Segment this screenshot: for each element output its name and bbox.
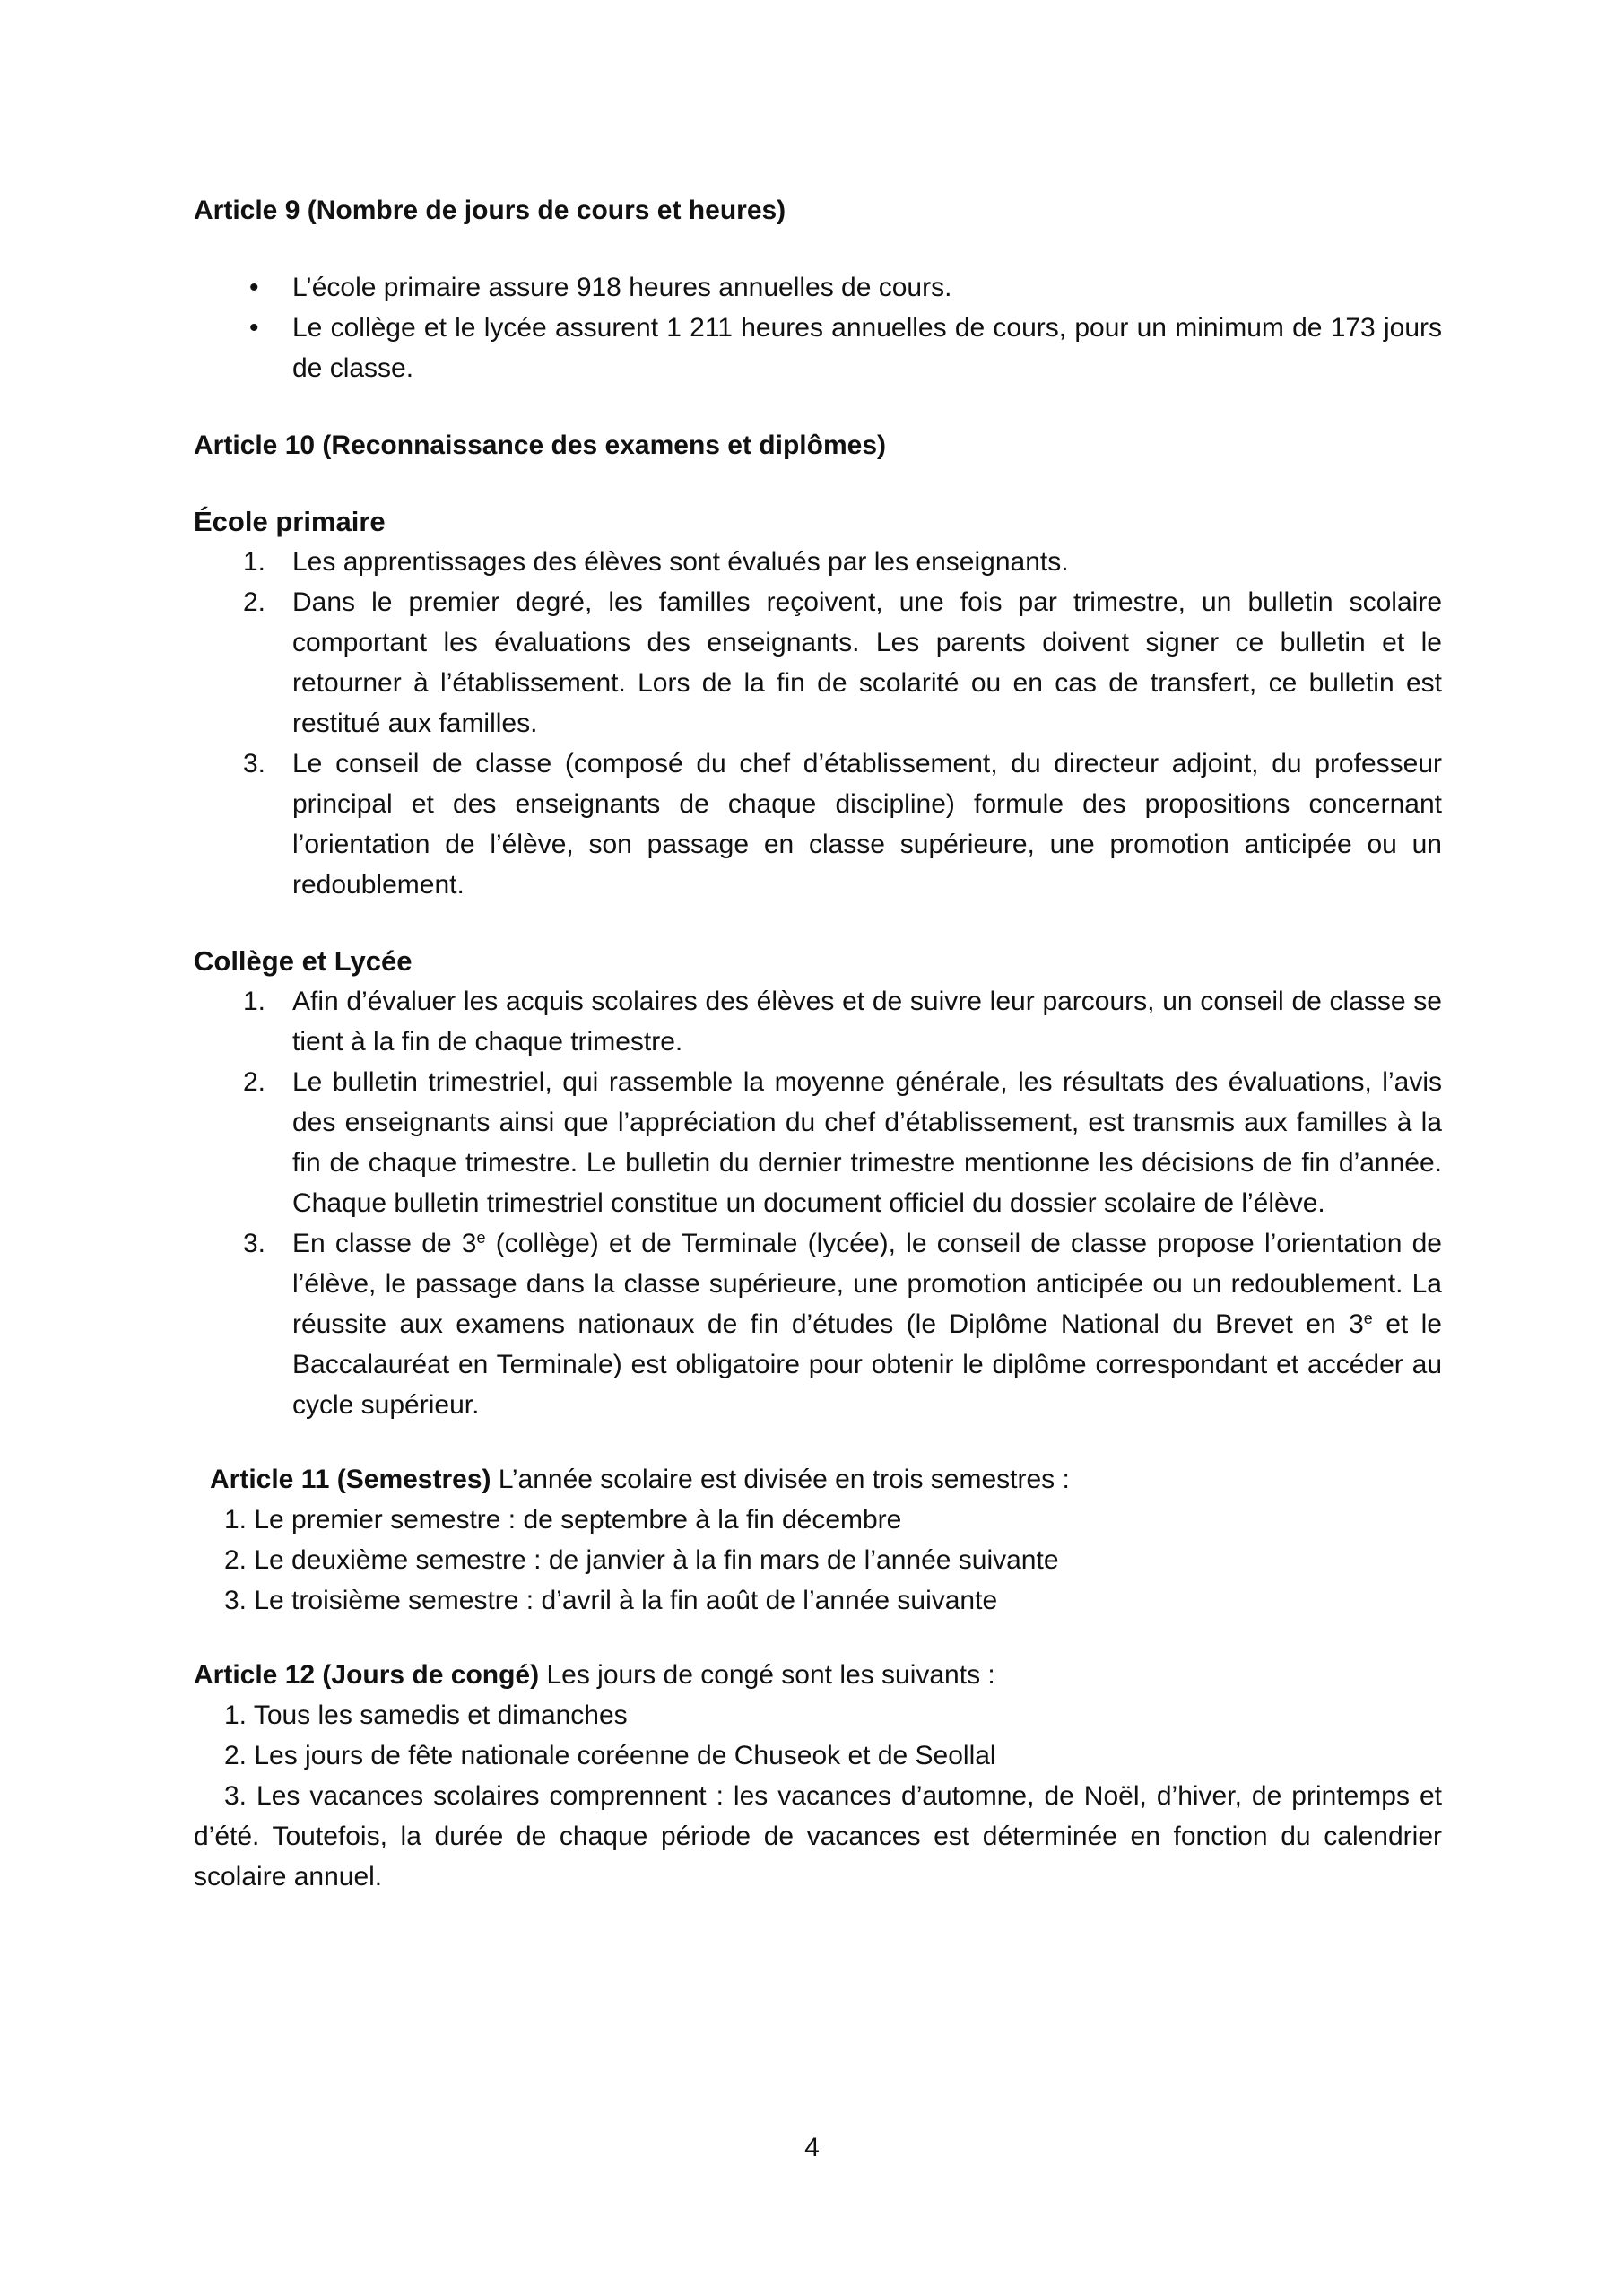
article-12-intro-line: [194, 1655, 1442, 1695]
text-segment: (collège) et de Terminale (lycée), le conseil de classe propose l’orientation de l’élève, le passage dans la classe supérieure, une promotion anticipée ou un redoublement. La réussite aux examens nationaux de fin d’études (le Diplôme National du Brevet en 3: [292, 1229, 1442, 1339]
article-9-heading: Article 9 (Nombre de jours de cours et heures): [194, 196, 786, 225]
list-number: 2.: [243, 587, 266, 617]
article-12-list: [194, 1695, 1442, 1776]
list-item-text: L’école primaire assure 918 heures annuelles de cours.: [292, 273, 952, 302]
list-item: [194, 308, 1442, 388]
list-item: 1. Le premier semestre : de septembre à la fin décembre: [224, 1505, 902, 1535]
list-number: 1.: [243, 987, 266, 1016]
list-number: 2.: [243, 1067, 266, 1097]
list-item-text: Le collège et le lycée assurent 1 211 heures annuelles de cours, pour un minimum de 173 jours de classe.: [292, 313, 1442, 383]
list-number: 1.: [243, 547, 266, 577]
article-12-heading: Article 12 (Jours de congé): [194, 1660, 540, 1690]
list-item: [194, 1223, 1442, 1425]
text-segment: En classe de 3: [292, 1229, 477, 1258]
text-segment: et le Baccalauréat en Terminale) est obligatoire pour obtenir le diplôme correspondant et accéder au cycle supérieur.: [292, 1309, 1442, 1420]
secondary-school-list: [194, 981, 1442, 1425]
list-item: 2. Le deuxième semestre : de janvier à la fin mars de l’année suivante: [224, 1545, 1059, 1575]
article-11-intro: L’année scolaire est divisée en trois semestres :: [491, 1465, 1070, 1494]
article-11-intro-line: [210, 1459, 1442, 1500]
primary-school-list: [194, 542, 1442, 905]
list-number: 3.: [243, 1229, 266, 1258]
article-10-heading: Article 10 (Reconnaissance des examens et diplômes): [194, 430, 886, 460]
list-item-text: Le conseil de classe (composé du chef d’établissement, du directeur adjoint, du professeur principal et des enseignants de chaque discipline) formule des propositions concernant l’orientation de l’élève, son passage en classe supérieure, une promotion anticipée ou un redoublement.: [292, 749, 1442, 900]
list-item: [194, 582, 1442, 744]
article-12-intro: Les jours de congé sont les suivants :: [539, 1660, 995, 1690]
primary-school-heading: École primaire: [194, 506, 386, 537]
superscript: e: [476, 1229, 486, 1247]
list-item-text: Les apprentissages des élèves sont évalués par les enseignants.: [292, 547, 1069, 577]
list-item: 3. Les vacances scolaires comprennent : les vacances d’automne, de Noël, d’hiver, de printemps et d’été. Toutefois, la durée de chaque période de vacances est déterminée en fonction du calendrier scolaire annuel.: [194, 1781, 1442, 1892]
bullet-icon: •: [249, 313, 259, 343]
list-item-text: [292, 1229, 1442, 1420]
list-item: [194, 1062, 1442, 1223]
article-9: [194, 190, 1442, 388]
article-11-heading: Article 11 (Semestres): [210, 1465, 491, 1494]
page-content: [194, 190, 1442, 1897]
list-item: [194, 542, 1442, 582]
list-item-text: Dans le premier degré, les familles reçoivent, une fois par trimestre, un bulletin scolaire comportant les évaluations des enseignants. Les parents doivent signer ce bulletin et le retourner à l’établissement. Lors de la fin de scolarité ou en cas de transfert, ce bulletin est restitué aux familles.: [292, 587, 1442, 738]
bullet-icon: •: [249, 273, 259, 302]
article-10: [194, 425, 1442, 1425]
list-item: [194, 267, 1442, 308]
list-item: 2. Les jours de fête nationale coréenne de Chuseok et de Seollal: [224, 1741, 996, 1770]
list-number: 3.: [243, 749, 266, 778]
secondary-school-heading: Collège et Lycée: [194, 945, 413, 977]
article-11: [194, 1459, 1442, 1621]
list-item-text: Le bulletin trimestriel, qui rassemble la moyenne générale, les résultats des évaluations, l’avis des enseignants ainsi que l’appréciation du chef d’établissement, est transmis aux familles à la fin de chaque trimestre. Le bulletin du dernier trimestre mentionne les décisions de fin d’année. Chaque bulletin trimestriel constitue un document officiel du dossier scolaire de l’élève.: [292, 1067, 1442, 1218]
list-item-text: Afin d’évaluer les acquis scolaires des élèves et de suivre leur parcours, un conseil de classe se tient à la fin de chaque trimestre.: [292, 987, 1442, 1057]
list-item: 1. Tous les samedis et dimanches: [224, 1700, 628, 1730]
article-11-list: [194, 1500, 1442, 1621]
page-number: 4: [804, 2133, 820, 2162]
article-9-bullet-list: [194, 267, 1442, 388]
superscript: e: [1363, 1309, 1373, 1327]
list-item: [194, 981, 1442, 1062]
list-item: [194, 744, 1442, 905]
list-item: 3. Le troisième semestre : d’avril à la fin août de l’année suivante: [224, 1586, 998, 1615]
article-12: [194, 1655, 1442, 1897]
